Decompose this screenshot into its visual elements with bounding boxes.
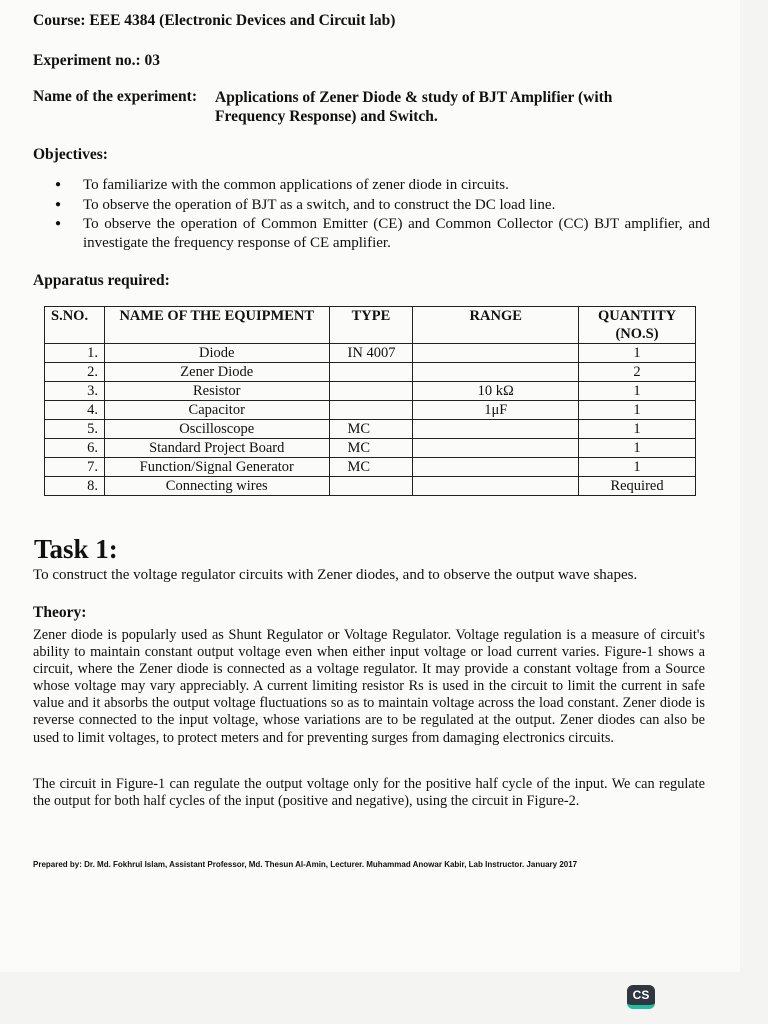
col-header-type: TYPE	[329, 307, 413, 344]
cell-equipment-name: Connecting wires	[104, 477, 329, 496]
camscanner-logo-icon: CS	[627, 985, 655, 1009]
table-row	[45, 458, 696, 477]
cell-range	[413, 458, 579, 477]
cell-equipment-name: Capacitor	[104, 401, 329, 420]
objectives-heading: Objectives:	[33, 146, 108, 163]
col-header-sno: S.NO.	[45, 307, 105, 344]
table-row	[45, 420, 696, 439]
cell-quantity: Required	[579, 477, 696, 496]
cell-range	[413, 420, 579, 439]
theory-paragraph-1: Zener diode is popularly used as Shunt Regulator or Voltage Regulator. Voltage regulation is a measure of circuit's ability to maintain constant output voltage even when either input voltage or load current varies. Figure-1 shows a circuit, where the Zener diode is connected as a voltage regulator. It may provide a constant voltage from a Source whose voltage may vary appreciably. A current limiting resistor Rs is used in the circuit to limit the current in safe value and it absorbs the output voltage fluctuations so as to maintain voltage across the load constant. Zener diode is reverse connected to the input voltage, whose variations are to be regulated at the output. Zener diodes can also be used to limit voltages, to protect meters and for preventing surges from damaging electronics circuits.	[33, 627, 705, 746]
cell-equipment-name: Resistor	[104, 382, 329, 401]
cell-quantity: 1	[579, 344, 696, 363]
objective-item: ● To observe the operation of Common Emitter (CE) and Common Collector (CC) BJT amplifier, and investigate the frequency response of CE amplifier.	[55, 215, 710, 252]
cell-range	[413, 477, 579, 496]
cell-range	[413, 363, 579, 382]
cell-equipment-name: Diode	[104, 344, 329, 363]
cell-quantity: 2	[579, 363, 696, 382]
col-header-name: NAME OF THE EQUIPMENT	[104, 307, 329, 344]
experiment-name-value: Applications of Zener Diode & study of BJT Amplifier (with Frequency Response) and Switch.	[215, 89, 613, 125]
experiment-name-row	[33, 88, 655, 126]
cell-equipment-name: Function/Signal Generator	[104, 458, 329, 477]
cell-type: MC	[329, 458, 413, 477]
theory-heading: Theory:	[33, 604, 87, 621]
apparatus-heading: Apparatus required:	[33, 272, 170, 289]
cell-sno: 1.	[45, 344, 105, 363]
cell-type: MC	[329, 420, 413, 439]
col-header-range: RANGE	[413, 307, 579, 344]
theory-paragraph-2: The circuit in Figure-1 can regulate the output voltage only for the positive half cycle of the input. We can regulate the output for both half cycles of the input (positive and negative), using the circuit in Figure-2.	[33, 776, 705, 810]
cell-range	[413, 344, 579, 363]
table-row	[45, 401, 696, 420]
table-row	[45, 477, 696, 496]
cell-quantity: 1	[579, 458, 696, 477]
cell-sno: 7.	[45, 458, 105, 477]
cell-quantity: 1	[579, 420, 696, 439]
cell-sno: 8.	[45, 477, 105, 496]
experiment-name-label: Name of the experiment:	[33, 88, 197, 105]
cell-sno: 4.	[45, 401, 105, 420]
objectives-list	[55, 176, 710, 253]
cell-range: 1μF	[413, 401, 579, 420]
cell-type: IN 4007	[329, 344, 413, 363]
cell-range	[413, 439, 579, 458]
objective-item: ● To observe the operation of BJT as a switch, and to construct the DC load line.	[55, 196, 710, 215]
cell-type	[329, 363, 413, 382]
cell-quantity: 1	[579, 382, 696, 401]
table-row	[45, 363, 696, 382]
experiment-number: Experiment no.: 03	[33, 52, 161, 69]
cell-sno: 5.	[45, 420, 105, 439]
cell-equipment-name: Zener Diode	[104, 363, 329, 382]
footer-credits: Prepared by: Dr. Md. Fokhrul Islam, Assistant Professor, Md. Thesun Al-Amin, Lecturer. Muhammad Anowar Kabir, Lab Instructor. January 2017	[33, 860, 578, 869]
task-description: To construct the voltage regulator circuits with Zener diodes, and to observe the output wave shapes.	[33, 567, 638, 583]
cell-type	[329, 382, 413, 401]
objective-item: ● To familiarize with the common applications of zener diode in circuits.	[55, 176, 710, 195]
cell-type	[329, 477, 413, 496]
cell-quantity: 1	[579, 439, 696, 458]
course-title: Course: EEE 4384 (Electronic Devices and Circuit lab)	[33, 12, 396, 29]
table-header-row	[45, 307, 696, 344]
task-title: Task 1:	[34, 534, 118, 564]
cell-type: MC	[329, 439, 413, 458]
cell-type	[329, 401, 413, 420]
cell-quantity: 1	[579, 401, 696, 420]
cell-sno: 2.	[45, 363, 105, 382]
cell-equipment-name: Oscilloscope	[104, 420, 329, 439]
cell-range: 10 kΩ	[413, 382, 579, 401]
apparatus-table	[44, 306, 696, 496]
cell-equipment-name: Standard Project Board	[104, 439, 329, 458]
cell-sno: 6.	[45, 439, 105, 458]
table-row	[45, 344, 696, 363]
col-header-quantity: QUANTITY (NO.S)	[579, 307, 696, 344]
table-row	[45, 382, 696, 401]
table-row	[45, 439, 696, 458]
cell-sno: 3.	[45, 382, 105, 401]
